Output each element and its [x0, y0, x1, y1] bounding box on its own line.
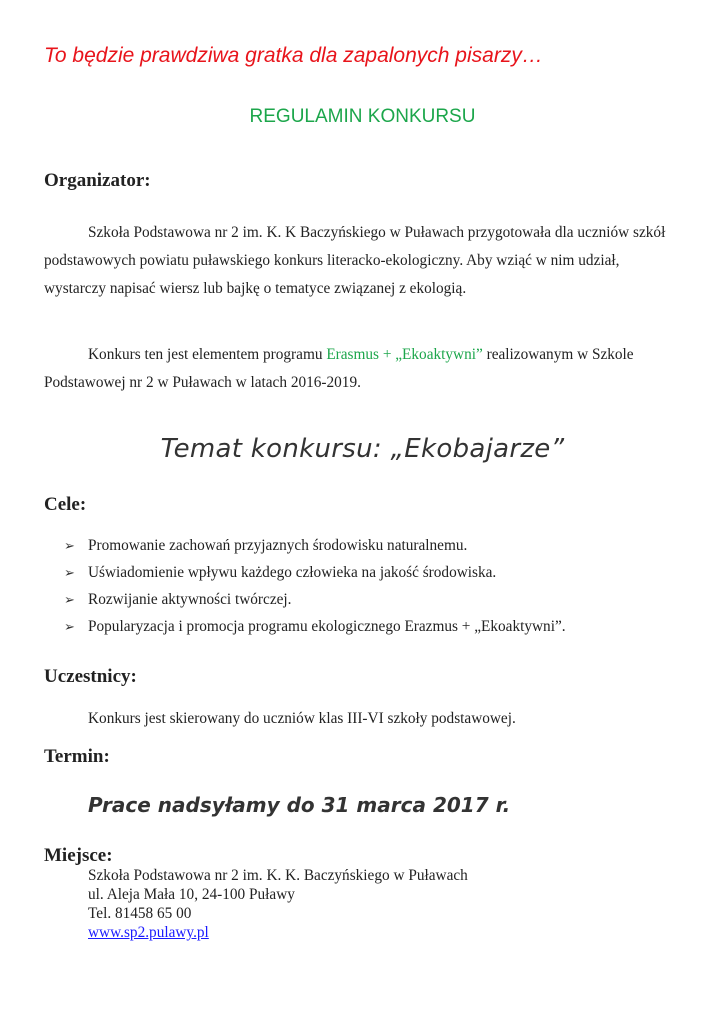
- program-text-before: Konkurs ten jest elementem programu: [88, 346, 327, 363]
- goal-item: ➢ Uświadomienie wpływu każdego człowieka na jakość środowiska.: [64, 563, 566, 590]
- rules-title: REGULAMIN KONKURSU: [249, 106, 476, 127]
- goals-heading: Cele:: [44, 494, 87, 515]
- program-text-after: realizowanym w Szkole Podstawowej nr 2 w Puławach w latach 2016-2019.: [44, 346, 634, 391]
- arrow-bullet-icon: ➢: [64, 566, 75, 581]
- deadline-text: Prace nadsyłamy do 31 marca 2017 r.: [88, 793, 511, 817]
- organizer-paragraph: Szkoła Podstawowa nr 2 im. K. K Baczyńskiego w Puławach przygotowała dla uczniów szkół podstawowych powiatu puławskiego konkurs literacko-ekologiczny. Aby wziąć w nim udział, wystarczy napisać wiersz lub bajkę o tematyce związanej z ekologią.: [44, 224, 666, 297]
- tagline: To będzie prawdziwa gratka dla zapalonych pisarzy…: [44, 44, 543, 67]
- goal-item: ➢ Rozwijanie aktywności twórczej.: [64, 590, 566, 617]
- program-name: Erasmus + „Ekoaktywni”: [326, 346, 483, 363]
- place-heading: Miejsce:: [44, 845, 113, 866]
- arrow-bullet-icon: ➢: [64, 593, 75, 608]
- participants-heading: Uczestnicy:: [44, 666, 137, 687]
- participants-text: Konkurs jest skierowany do uczniów klas III-VI szkoły podstawowej.: [88, 710, 516, 727]
- organizer-heading: Organizator:: [44, 170, 151, 191]
- arrow-bullet-icon: ➢: [64, 539, 75, 554]
- deadline-heading: Termin:: [44, 746, 110, 767]
- goal-item: ➢ Popularyzacja i promocja programu ekologicznego Erazmus + „Ekoaktywni”.: [64, 617, 566, 644]
- contest-theme: Temat konkursu: „Ekobajarze”: [160, 434, 565, 464]
- program-paragraph: [44, 341, 674, 397]
- school-name: Szkoła Podstawowa nr 2 im. K. K. Baczyńskiego w Puławach: [88, 867, 468, 884]
- street-address: ul. Aleja Mała 10, 24-100 Puławy: [88, 886, 295, 903]
- website-link[interactable]: www.sp2.pulawy.pl: [88, 924, 209, 941]
- address-block: [88, 866, 468, 942]
- goal-item: ➢ Promowanie zachowań przyjaznych środowisku naturalnemu.: [64, 536, 566, 563]
- goals-list: [64, 536, 566, 644]
- arrow-bullet-icon: ➢: [64, 620, 75, 635]
- phone-number: Tel. 81458 65 00: [88, 905, 192, 922]
